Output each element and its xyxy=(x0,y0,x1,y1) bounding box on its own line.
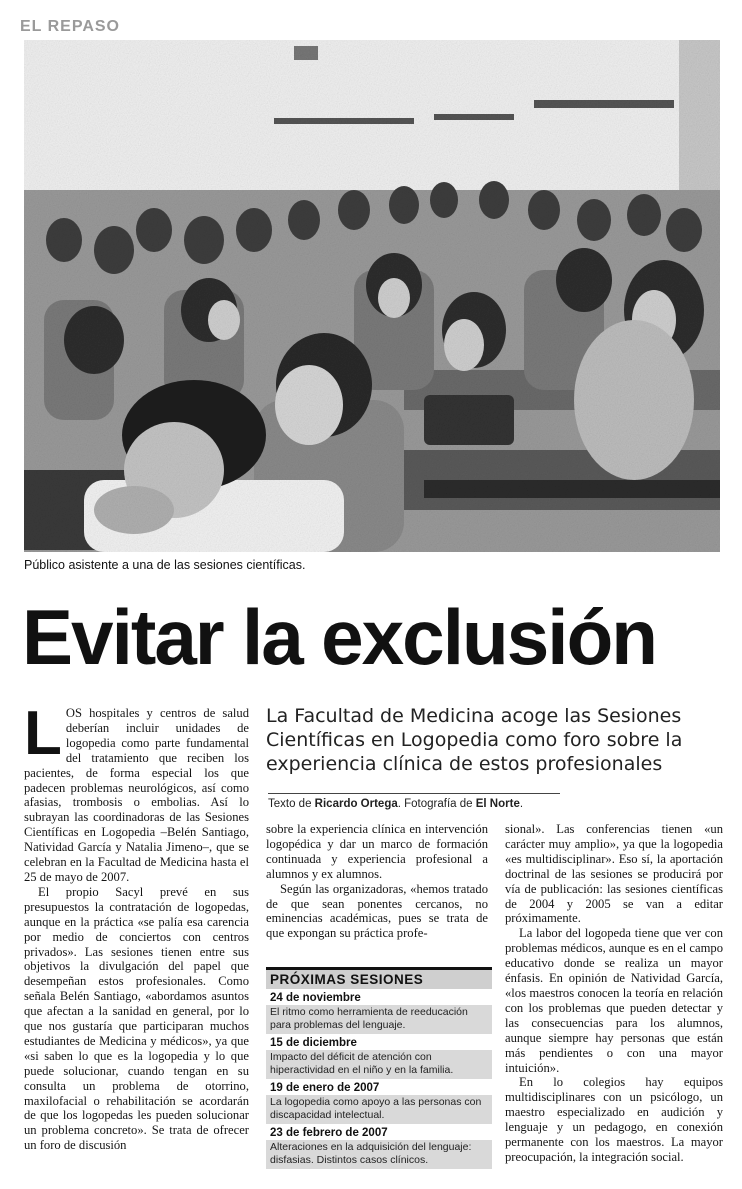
byline-text-prefix: Texto de xyxy=(268,798,315,810)
byline-photo-prefix: . Fotografía de xyxy=(397,798,476,810)
session-description: Impacto del déficit de atención con hiperactividad en el niño y en la familia. xyxy=(266,1050,492,1079)
byline-photographer: El Norte xyxy=(475,798,520,810)
body-paragraph: sobre la experiencia clínica en intervención logopédica y dar un marco de formación continuada y experiencia profesional a alumnos y ex alumnos. xyxy=(266,822,488,881)
session-date: 15 de diciembre xyxy=(270,1037,357,1049)
section-tag: EL REPASO xyxy=(20,18,120,35)
session-description: El ritmo como herramienta de reeducación para problemas del lenguaje. xyxy=(266,1005,492,1034)
byline-author: Ricardo Ortega xyxy=(314,798,398,810)
body-column-3 xyxy=(505,822,723,1165)
audience-photo xyxy=(24,40,720,552)
session-description: Alteraciones en la adquisición del lenguaje: disfasias. Distintos casos clínicos. xyxy=(266,1140,492,1169)
paragraph-text: OS hospitales y centros de salud deberían incluir unidades de logopedia como parte fundamental del tratamiento que reciben los pacientes, de forma especial los que padecen problemas neurológicos, así como afasias, trombosis o embolias. Así lo subrayan las coordinadoras de las Sesiones Científicas en Logopedia –Belén Santiago, Natividad García y Natalia Jimeno–, que se celebran en la Facultad de Medicina hasta el 25 de mayo de 2007. xyxy=(24,706,249,884)
body-paragraph: El propio Sacyl prevé en sus presupuestos la contratación de logopedas, aunque en la práctica «se palía esa carencia por medio de conciertos con centros privados». Las sesiones tienen entre sus objetivos la divulgación del papel que desempeñan estos profesionales. Como señala Belén Santiago, «abordamos asuntos que afectan a la sanidad en general, por lo que nos gustaría que participaran muchos estudiantes de Medicina y médicos», ya que «si saben lo que es la logopedia y lo que puede solucionar, cuando tengan en su consulta un problema de otorrino, maxilofacial o rehabilitación se acordarán de que los logopedas les pueden solucionar un problema concreto». Se trata de ofrecer un foro de discusión xyxy=(24,884,249,1153)
headline: Evitar la exclusión xyxy=(22,593,657,681)
byline-end: . xyxy=(519,798,524,810)
photo-caption: Público asistente a una de las sesiones científicas. xyxy=(24,558,306,572)
upcoming-sessions-box xyxy=(266,967,492,1169)
byline xyxy=(268,793,560,810)
session-description: La logopedia como apoyo a las personas con discapacidad intelectual. xyxy=(266,1095,492,1124)
session-date: 19 de enero de 2007 xyxy=(270,1082,380,1094)
body-column-2 xyxy=(266,822,488,941)
subheadline: La Facultad de Medicina acoge las Sesiones Científicas en Logopedia como foro sobre la experiencia clínica de estos profesionales xyxy=(266,705,683,775)
body-paragraph xyxy=(24,699,249,885)
body-paragraph: En lo colegios hay equipos multidisciplinares con un psicólogo, un maestro especializado en audición y lenguaje y un pedagogo, en conexión permanente con los maestros. La mayor preocupación, la integración social. xyxy=(505,1075,723,1164)
session-date: 23 de febrero de 2007 xyxy=(270,1127,388,1139)
session-date: 24 de noviembre xyxy=(270,992,361,1004)
body-paragraph: Según las organizadoras, «hemos tratado de que sean ponentes cercanos, no eminencias académicas, pues se trata de que expongan su práctica profe- xyxy=(266,881,488,941)
sessions-title: PRÓXIMAS SESIONES xyxy=(266,970,492,989)
body-column-1 xyxy=(24,699,249,1153)
body-paragraph: La labor del logopeda tiene que ver con problemas médicos, aunque es en el campo educativo donde se realiza un mayor énfasis. En opinión de Natividad García, «los maestros conocen la teoría en relación con los problemas que pueden detectar y las consecuencias para los alumnos, aunque siempre hay personas que están más pendientes o con una mayor intuición». xyxy=(505,926,723,1075)
drop-cap: L xyxy=(24,699,62,768)
body-paragraph: sional». Las conferencias tienen «un carácter muy amplio», ya que la logopedia «es multidisciplinar». Eso sí, la aportación doctrinal de las sesiones se producirá por vía de publicación: las sesiones científicas de 2004 y 2005 se van a editar próximamente. xyxy=(505,822,723,926)
